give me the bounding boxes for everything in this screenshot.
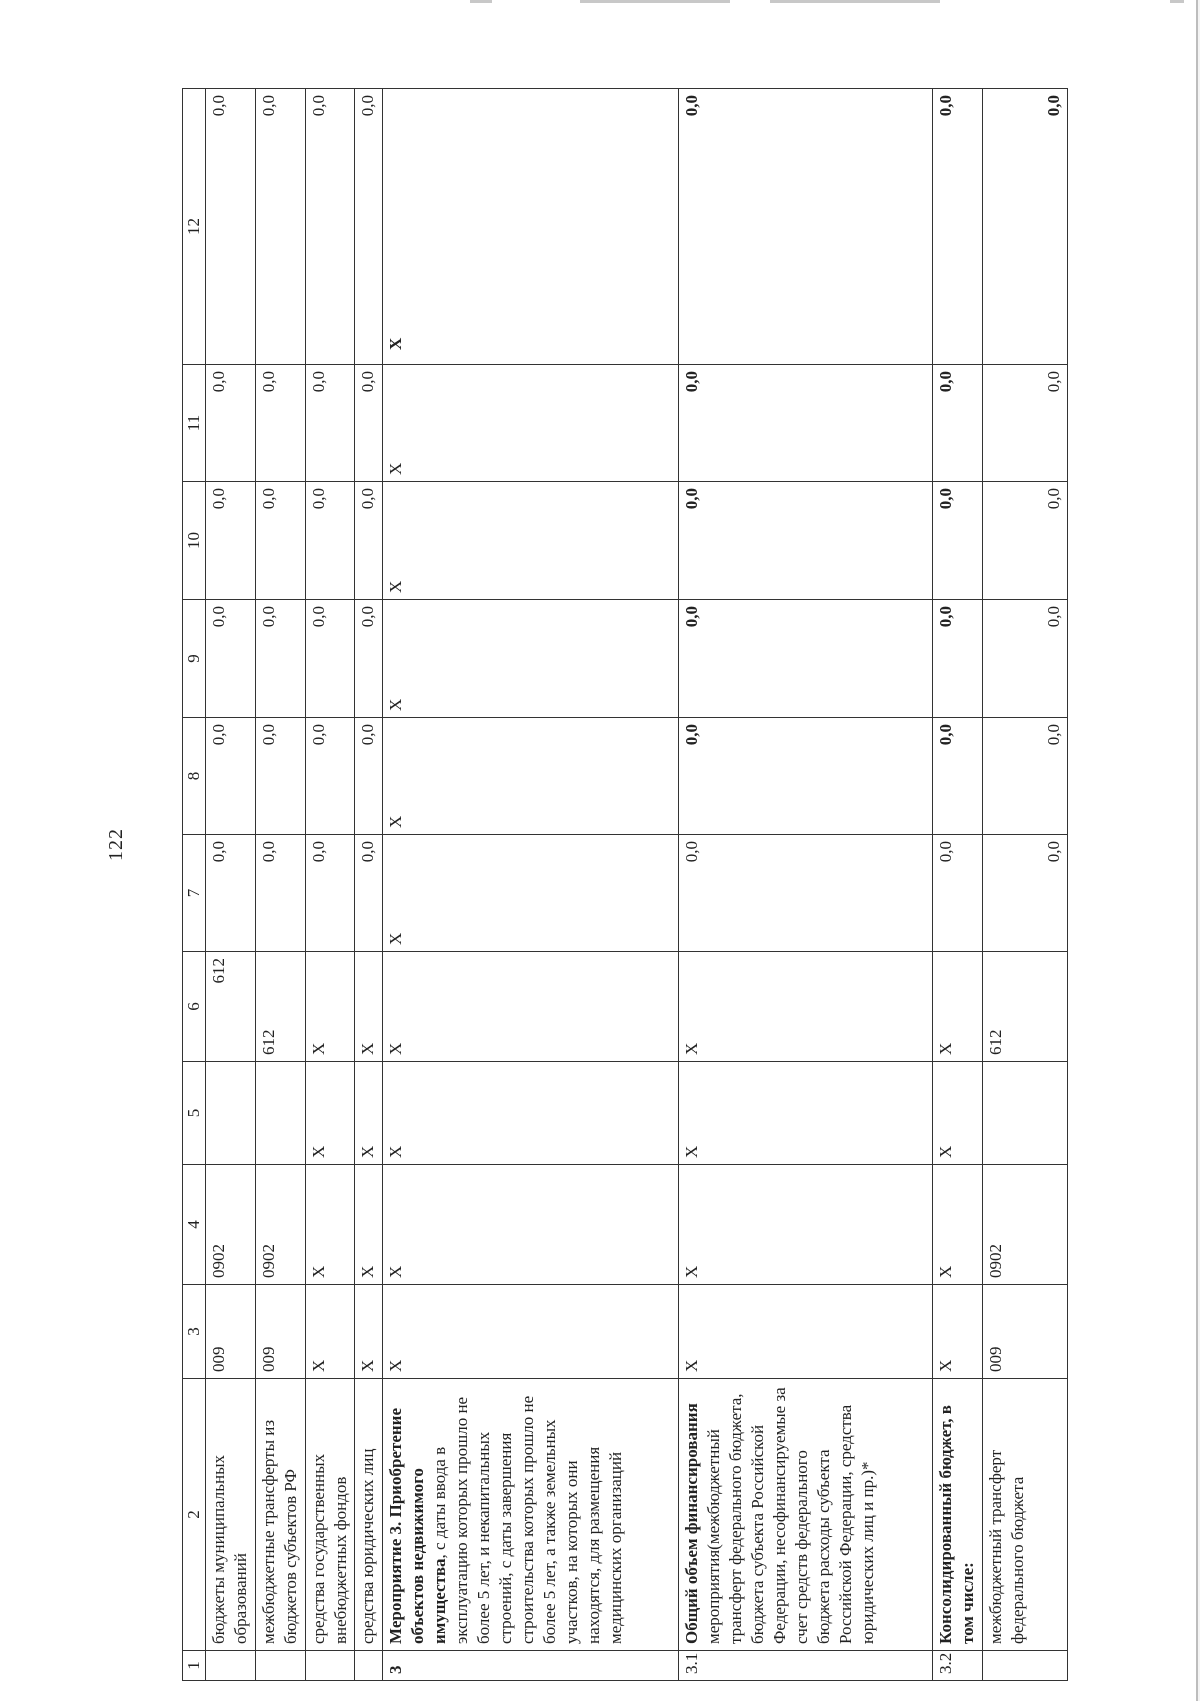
code-grbs: Х: [382, 1285, 678, 1379]
value-cell: 0,0: [305, 365, 355, 482]
value-cell: 0,0: [305, 718, 355, 835]
page-number: 122: [104, 827, 127, 861]
value-cell: 0,0: [679, 835, 933, 952]
scan-artifacts: [470, 0, 1190, 6]
row-description-bold: Общий объем финансирования: [682, 1403, 702, 1644]
row-description: межбюджетный трансферт федерального бюджета: [982, 1379, 1067, 1651]
value-cell: 0,0: [206, 600, 256, 718]
code-target: Х: [932, 1062, 982, 1165]
value-cell: 0,0: [932, 600, 982, 718]
code-expense-type: 612: [206, 952, 256, 1062]
code-expense-type: Х: [679, 952, 933, 1062]
value-cell: 0,0: [256, 718, 306, 835]
value-cell: 0,0: [256, 482, 306, 600]
code-section: 0902: [206, 1165, 256, 1285]
value-cell: 0,0: [982, 365, 1067, 482]
row-number: 3: [382, 1651, 678, 1681]
header-cell: 12: [183, 89, 206, 365]
code-target: [982, 1062, 1067, 1165]
value-cell: 0,0: [982, 718, 1067, 835]
value-cell: 0,0: [355, 835, 382, 952]
code-section: Х: [305, 1165, 355, 1285]
row-description: бюджеты муниципальных образований: [206, 1379, 256, 1651]
code-grbs: Х: [679, 1285, 933, 1379]
header-cell: 5: [183, 1062, 206, 1165]
value-cell: 0,0: [305, 600, 355, 718]
table-row: [305, 89, 355, 1681]
row-number: [355, 1651, 382, 1681]
header-cell: 10: [183, 482, 206, 600]
row-description: межбюджетные трансферты из бюджетов субъектов РФ: [256, 1379, 306, 1651]
header-cell: 11: [183, 365, 206, 482]
row-number: [256, 1651, 306, 1681]
code-target: [256, 1062, 306, 1165]
value-cell: 0,0: [679, 89, 933, 365]
row-description: средства юридических лиц: [355, 1379, 382, 1651]
value-cell: 0,0: [206, 89, 256, 365]
value-cell: 0,0: [355, 482, 382, 600]
row-number: [206, 1651, 256, 1681]
value-cell: 0,0: [679, 718, 933, 835]
value-cell: 0,0: [256, 835, 306, 952]
value-cell: 0,0: [305, 482, 355, 600]
table-row: [355, 89, 382, 1681]
value-cell: Х: [382, 89, 678, 365]
header-cell: 2: [183, 1379, 206, 1651]
value-cell: 0,0: [206, 718, 256, 835]
value-cell: 0,0: [982, 89, 1067, 365]
code-grbs: 009: [256, 1285, 306, 1379]
value-cell: Х: [382, 600, 678, 718]
table-row: [382, 89, 678, 1681]
value-cell: Х: [382, 482, 678, 600]
header-cell: 8: [183, 718, 206, 835]
rotated-table-wrapper: [182, 89, 1068, 1681]
code-expense-type: Х: [382, 952, 678, 1062]
row-description: Консолидированный бюджет, в том числе:: [932, 1379, 982, 1651]
value-cell: 0,0: [305, 835, 355, 952]
value-cell: 0,0: [355, 89, 382, 365]
code-grbs: 009: [206, 1285, 256, 1379]
value-cell: 0,0: [932, 718, 982, 835]
row-description-bold: Мероприятие 3. Приобретение объектов недвижимого имущества: [385, 1407, 449, 1644]
table-row: [206, 89, 256, 1681]
value-cell: 0,0: [206, 482, 256, 600]
code-target: Х: [679, 1062, 933, 1165]
value-cell: 0,0: [932, 482, 982, 600]
header-cell: 3: [183, 1285, 206, 1379]
value-cell: 0,0: [982, 600, 1067, 718]
value-cell: 0,0: [355, 718, 382, 835]
value-cell: Х: [382, 718, 678, 835]
value-cell: Х: [382, 365, 678, 482]
code-grbs: 009: [982, 1285, 1067, 1379]
row-number: [982, 1651, 1067, 1681]
value-cell: Х: [382, 835, 678, 952]
header-cell: 1: [183, 1651, 206, 1681]
header-cell: 4: [183, 1165, 206, 1285]
code-target: Х: [305, 1062, 355, 1165]
code-target: Х: [382, 1062, 678, 1165]
value-cell: 0,0: [355, 365, 382, 482]
table-row: [679, 89, 933, 1681]
code-grbs: Х: [355, 1285, 382, 1379]
value-cell: 0,0: [932, 365, 982, 482]
value-cell: 0,0: [982, 835, 1067, 952]
value-cell: 0,0: [982, 482, 1067, 600]
code-expense-type: 612: [982, 952, 1067, 1062]
value-cell: 0,0: [679, 482, 933, 600]
code-target: Х: [355, 1062, 382, 1165]
value-cell: 0,0: [256, 365, 306, 482]
code-expense-type: Х: [305, 952, 355, 1062]
code-section: Х: [932, 1165, 982, 1285]
code-grbs: Х: [305, 1285, 355, 1379]
header-row: [183, 89, 206, 1681]
table-row: [982, 89, 1067, 1681]
value-cell: 0,0: [206, 835, 256, 952]
value-cell: 0,0: [932, 89, 982, 365]
header-cell: 9: [183, 600, 206, 718]
row-description: [679, 1379, 933, 1651]
code-expense-type: 612: [256, 952, 306, 1062]
code-section: 0902: [982, 1165, 1067, 1285]
row-description-rest: мероприятия(межбюджетный трансферт федерального бюджета, бюджета субъекта Российской Федерации, несофинансируемые за счет средств федерального бюджета расходы субъекта Российской Федерации, средства юридических лиц и пр.)*: [704, 1387, 878, 1644]
financing-table: [182, 88, 1068, 1681]
value-cell: 0,0: [679, 600, 933, 718]
value-cell: 0,0: [679, 365, 933, 482]
code-section: Х: [382, 1165, 678, 1285]
value-cell: 0,0: [206, 365, 256, 482]
header-cell: 7: [183, 835, 206, 952]
header-cell: 6: [183, 952, 206, 1062]
code-expense-type: Х: [932, 952, 982, 1062]
code-expense-type: Х: [355, 952, 382, 1062]
value-cell: 0,0: [355, 600, 382, 718]
row-description: [382, 1379, 678, 1651]
row-number: [305, 1651, 355, 1681]
value-cell: 0,0: [305, 89, 355, 365]
row-number: 3.2: [932, 1651, 982, 1681]
code-section: Х: [355, 1165, 382, 1285]
code-section: Х: [679, 1165, 933, 1285]
value-cell: 0,0: [932, 835, 982, 952]
code-target: [206, 1062, 256, 1165]
row-number: 3.1: [679, 1651, 933, 1681]
value-cell: 0,0: [256, 600, 306, 718]
row-description: средства государственных внебюджетных фондов: [305, 1379, 355, 1651]
code-section: 0902: [256, 1165, 306, 1285]
code-grbs: Х: [932, 1285, 982, 1379]
row-description-rest: , с даты ввода в эксплуатацию которых прошло не более 5 лет, и некапитальных строений, с даты завершения строительства которых прошло не более 5 лет, а также земельных участков, на которых они находятся, для размещения медицинских организаций: [429, 1395, 625, 1644]
table-row: [256, 89, 306, 1681]
value-cell: 0,0: [256, 89, 306, 365]
table-row: [932, 89, 982, 1681]
